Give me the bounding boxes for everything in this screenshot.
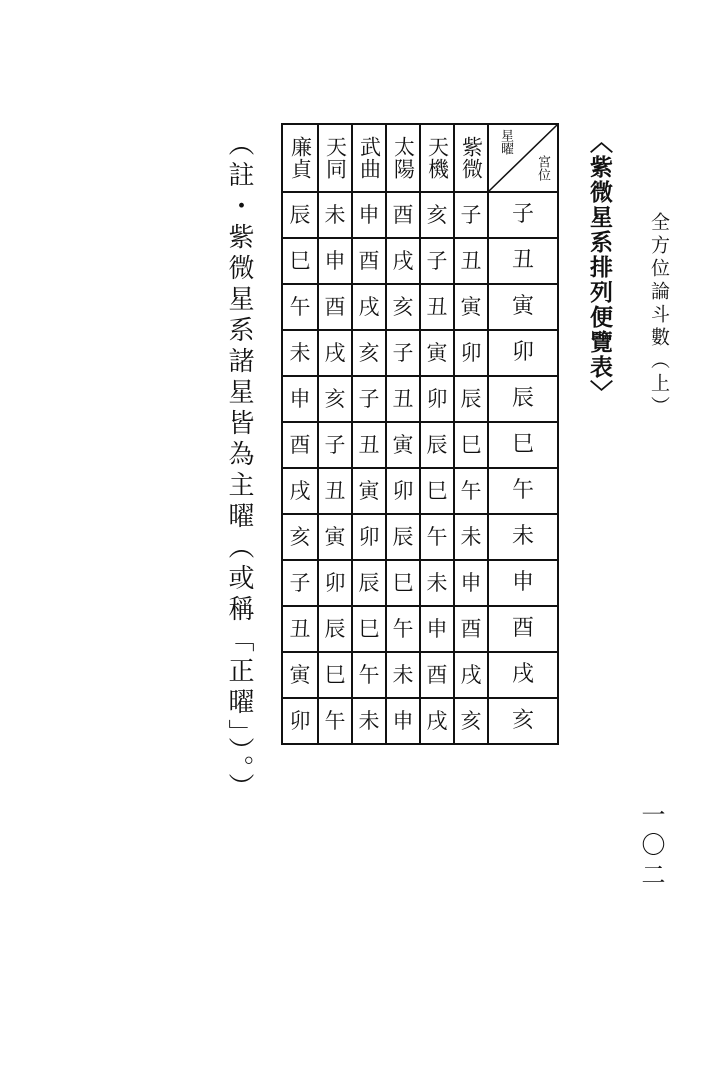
table-cell: 亥 bbox=[353, 331, 387, 377]
star-header: 紫微 bbox=[455, 125, 489, 193]
palace-cell: 亥 bbox=[489, 699, 559, 745]
table-cell: 午 bbox=[455, 469, 489, 515]
palace-cell: 戌 bbox=[489, 653, 559, 699]
table-cell: 未 bbox=[353, 699, 387, 745]
palace-cell: 卯 bbox=[489, 331, 559, 377]
palace-cell: 辰 bbox=[489, 377, 559, 423]
table-cell: 酉 bbox=[455, 607, 489, 653]
table-cell: 巳 bbox=[455, 423, 489, 469]
table-cell: 戌 bbox=[319, 331, 353, 377]
table-cell: 寅 bbox=[387, 423, 421, 469]
table-cell: 未 bbox=[283, 331, 319, 377]
table-cell: 未 bbox=[319, 193, 353, 239]
star-header: 天機 bbox=[421, 125, 455, 193]
table-cell: 午 bbox=[319, 699, 353, 745]
table-cell: 申 bbox=[455, 561, 489, 607]
table-cell: 巳 bbox=[353, 607, 387, 653]
table-cell: 寅 bbox=[319, 515, 353, 561]
table-cell: 亥 bbox=[319, 377, 353, 423]
palace-cell: 午 bbox=[489, 469, 559, 515]
table-cell: 申 bbox=[283, 377, 319, 423]
table-cell: 申 bbox=[353, 193, 387, 239]
table-cell: 戌 bbox=[421, 699, 455, 745]
table-cell: 子 bbox=[387, 331, 421, 377]
corner-star-label: 星曜 bbox=[498, 129, 513, 155]
star-header: 天同 bbox=[319, 125, 353, 193]
corner-palace-label: 宮位 bbox=[535, 155, 550, 181]
table-cell: 寅 bbox=[455, 285, 489, 331]
table-cell: 卯 bbox=[319, 561, 353, 607]
table-cell: 亥 bbox=[455, 699, 489, 745]
page-number: 一〇二 bbox=[637, 802, 665, 892]
table-cell: 未 bbox=[421, 561, 455, 607]
table-cell: 酉 bbox=[319, 285, 353, 331]
table-cell: 卯 bbox=[283, 699, 319, 745]
palace-cell: 申 bbox=[489, 561, 559, 607]
palace-cell: 未 bbox=[489, 515, 559, 561]
table-cell: 丑 bbox=[421, 285, 455, 331]
table-cell: 卯 bbox=[421, 377, 455, 423]
table-cell: 丑 bbox=[319, 469, 353, 515]
table-cell: 巳 bbox=[283, 239, 319, 285]
table-cell: 寅 bbox=[421, 331, 455, 377]
table-cell: 丑 bbox=[455, 239, 489, 285]
table-cell: 子 bbox=[283, 561, 319, 607]
corner-header bbox=[489, 125, 559, 193]
table-title: 〈紫微星系排列便覽表〉 bbox=[586, 130, 613, 405]
table-cell: 酉 bbox=[387, 193, 421, 239]
table-cell: 酉 bbox=[283, 423, 319, 469]
table-cell: 申 bbox=[387, 699, 421, 745]
table-cell: 未 bbox=[387, 653, 421, 699]
table-cell: 戌 bbox=[353, 285, 387, 331]
table-cell: 卯 bbox=[387, 469, 421, 515]
table-cell: 亥 bbox=[387, 285, 421, 331]
table-cell: 子 bbox=[319, 423, 353, 469]
table-cell: 寅 bbox=[283, 653, 319, 699]
table-cell: 巳 bbox=[387, 561, 421, 607]
table-cell: 戌 bbox=[387, 239, 421, 285]
table-cell: 辰 bbox=[455, 377, 489, 423]
table-cell: 戌 bbox=[283, 469, 319, 515]
table-cell: 辰 bbox=[319, 607, 353, 653]
table-cell: 子 bbox=[353, 377, 387, 423]
star-header: 太陽 bbox=[387, 125, 421, 193]
table-cell: 午 bbox=[421, 515, 455, 561]
table-cell: 辰 bbox=[387, 515, 421, 561]
note-text: （註・紫微星系諸星皆為主曜（或稱「正曜」）。） bbox=[224, 130, 254, 804]
table-cell: 亥 bbox=[283, 515, 319, 561]
table-cell: 寅 bbox=[353, 469, 387, 515]
table-cell: 辰 bbox=[353, 561, 387, 607]
star-header: 廉貞 bbox=[283, 125, 319, 193]
table-cell: 午 bbox=[353, 653, 387, 699]
palace-cell: 丑 bbox=[489, 239, 559, 285]
table-cell: 卯 bbox=[353, 515, 387, 561]
table-cell: 酉 bbox=[353, 239, 387, 285]
table-cell: 丑 bbox=[387, 377, 421, 423]
table-cell: 申 bbox=[421, 607, 455, 653]
palace-cell: 巳 bbox=[489, 423, 559, 469]
star-header: 武曲 bbox=[353, 125, 387, 193]
palace-cell: 酉 bbox=[489, 607, 559, 653]
table-cell: 辰 bbox=[283, 193, 319, 239]
table-cell: 丑 bbox=[353, 423, 387, 469]
table-cell: 子 bbox=[421, 239, 455, 285]
table-cell: 申 bbox=[319, 239, 353, 285]
palace-cell: 寅 bbox=[489, 285, 559, 331]
table-cell: 亥 bbox=[421, 193, 455, 239]
table-cell: 巳 bbox=[421, 469, 455, 515]
table-cell: 巳 bbox=[319, 653, 353, 699]
palace-cell: 子 bbox=[489, 193, 559, 239]
table-cell: 卯 bbox=[455, 331, 489, 377]
table-cell: 丑 bbox=[283, 607, 319, 653]
running-head: 全方位論斗數（上） bbox=[648, 212, 670, 419]
table-cell: 午 bbox=[283, 285, 319, 331]
table-cell: 辰 bbox=[421, 423, 455, 469]
ziwei-arrangement-table bbox=[281, 123, 559, 745]
table-cell: 子 bbox=[455, 193, 489, 239]
table-cell: 午 bbox=[387, 607, 421, 653]
table-cell: 戌 bbox=[455, 653, 489, 699]
table-cell: 酉 bbox=[421, 653, 455, 699]
table-cell: 未 bbox=[455, 515, 489, 561]
